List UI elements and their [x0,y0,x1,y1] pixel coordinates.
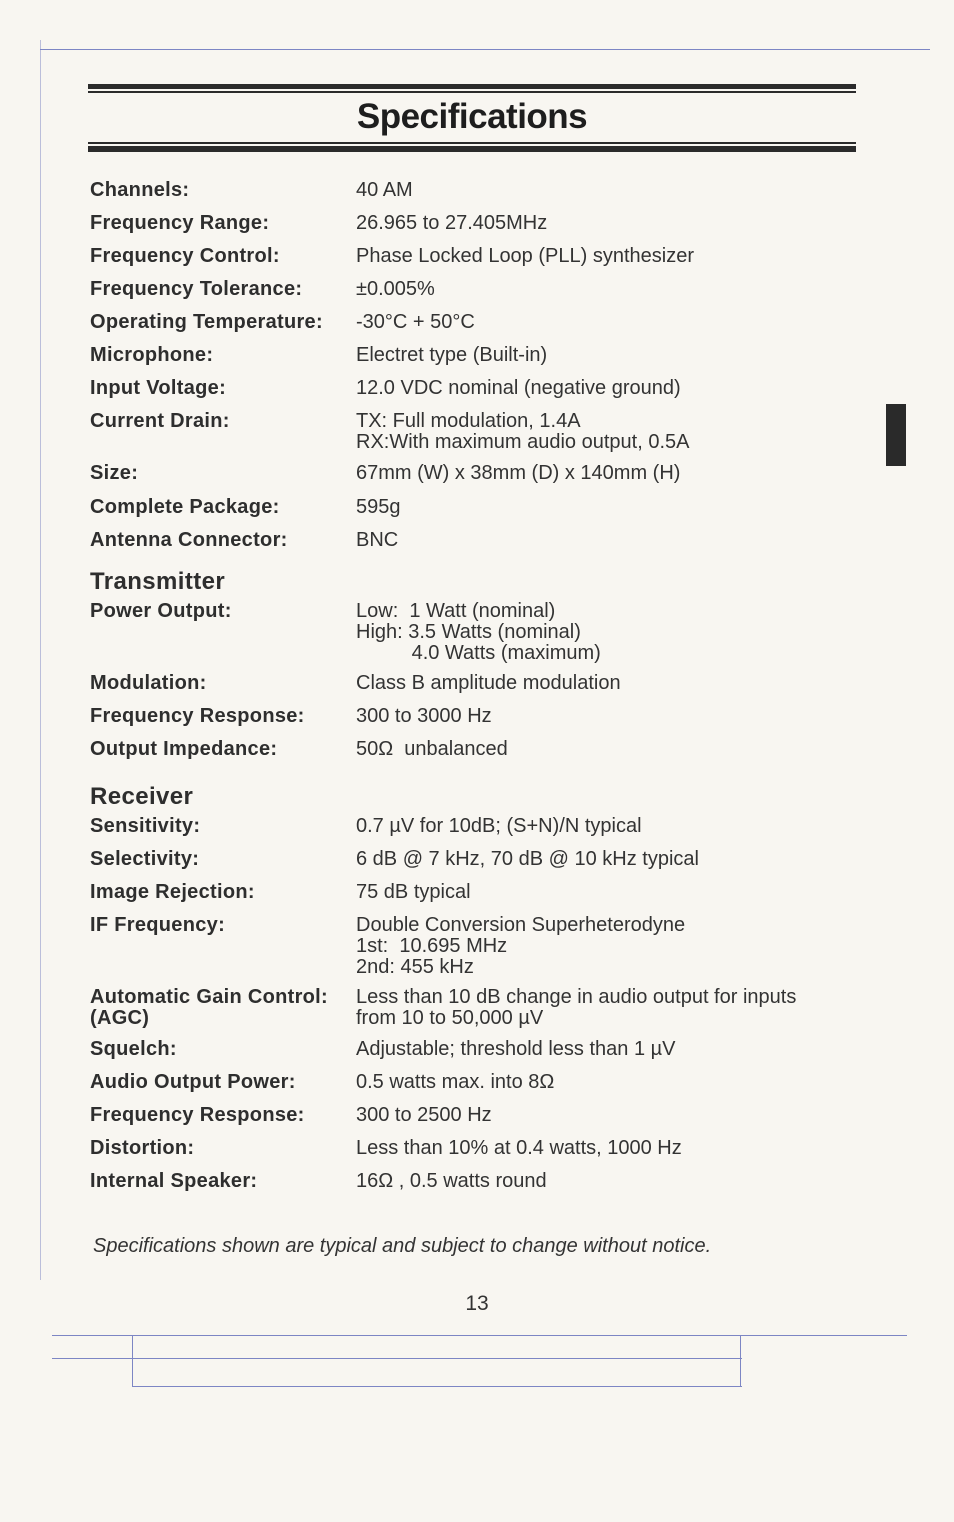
spec-list [90,180,860,1204]
scan-guide-line [40,40,41,1280]
spec-row [90,816,860,849]
spec-label: Channels: [90,179,190,201]
title-rule-bottom [88,146,856,152]
title-rule-bottom-thin [88,142,856,144]
spec-label: Automatic Gain Control: (AGC) [90,986,329,1029]
spec-label: Frequency Range: [90,212,270,234]
spec-value: -30°C + 50°C [356,311,475,333]
spec-label: Audio Output Power: [90,1071,296,1093]
spec-row [90,706,860,739]
spec-value: Phase Locked Loop (PLL) synthesizer [356,245,694,267]
spec-row [90,463,860,497]
spec-label: Power Output: [90,600,232,622]
spec-label: Image Rejection: [90,881,255,903]
spec-row [90,1105,860,1138]
spec-value: BNC [356,529,399,551]
scan-guide-line [132,1335,133,1387]
spec-row [90,739,860,772]
page-title: Specifications [356,97,588,136]
spec-label: Frequency Response: [90,705,305,727]
spec-label: Distortion: [90,1137,195,1159]
spec-value: 300 to 3000 Hz [356,705,492,727]
spec-row [90,411,860,463]
spec-value: 75 dB typical [356,881,471,903]
spec-label: Frequency Tolerance: [90,278,303,300]
spec-label: Operating Temperature: [90,311,323,333]
spec-row [90,345,860,378]
spec-row [90,279,860,312]
spec-row [90,246,860,279]
disclaimer-note: Specifications shown are typical and subject to change without notice. [93,1235,712,1257]
spec-value: 595g [356,496,401,518]
scan-guide-line [52,1358,742,1359]
spec-row [90,1138,860,1171]
spec-row [90,312,860,345]
spec-value: 67mm (W) x 38mm (D) x 140mm (H) [356,462,681,484]
spec-label: Microphone: [90,344,214,366]
spec-value: Class B amplitude modulation [356,672,621,694]
spec-value: 6 dB @ 7 kHz, 70 dB @ 10 kHz typical [356,848,699,870]
spec-label: Selectivity: [90,848,200,870]
spec-value: 16Ω , 0.5 watts round [356,1170,547,1192]
spec-label: Squelch: [90,1038,177,1060]
spec-row [90,497,860,530]
scan-guide-line [132,1386,742,1387]
spec-row [90,1039,860,1072]
spec-label: Current Drain: [90,410,230,432]
spec-value: TX: Full modulation, 1.4A RX:With maximum audio output, 0.5A [356,410,690,453]
thumb-tab-marker [886,404,906,466]
spec-value: ±0.005% [356,278,435,300]
page-number: 13 [465,1292,489,1315]
title-rule-top [88,84,856,89]
scan-guide-line [740,1335,741,1387]
spec-label: Input Voltage: [90,377,227,399]
spec-row [90,1072,860,1105]
spec-row [90,882,860,915]
spec-value: 0.7 µV for 10dB; (S+N)/N typical [356,815,642,837]
title-rule-top-thin [88,91,856,93]
spec-value: Electret type (Built-in) [356,344,548,366]
spec-value: 12.0 VDC nominal (negative ground) [356,377,681,399]
spec-label: Sensitivity: [90,815,201,837]
spec-value: Adjustable; threshold less than 1 µV [356,1038,676,1060]
scan-guide-line [52,1335,907,1336]
spec-label: Size: [90,462,139,484]
spec-value: 50Ω unbalanced [356,738,508,760]
spec-value: Less than 10% at 0.4 watts, 1000 Hz [356,1137,682,1159]
scan-guide-line [40,49,930,50]
spec-row [90,530,860,563]
spec-row [90,849,860,882]
spec-value: Low: 1 Watt (nominal) High: 3.5 Watts (nominal) 4.0 Watts (maximum) [356,600,601,664]
spec-row [90,987,860,1039]
spec-row [90,673,860,706]
spec-label: Internal Speaker: [90,1170,258,1192]
spec-value: 300 to 2500 Hz [356,1104,492,1126]
section-heading-receiver: Receiver [90,783,194,810]
spec-label: IF Frequency: [90,914,226,936]
spec-value: Less than 10 dB change in audio output for inputs from 10 to 50,000 µV [356,986,797,1029]
spec-label: Frequency Control: [90,245,280,267]
spec-value: Double Conversion Superheterodyne 1st: 10.695 MHz 2nd: 455 kHz [356,914,686,978]
spec-value: 40 AM [356,179,413,201]
spec-label: Complete Package: [90,496,280,518]
spec-value: 26.965 to 27.405MHz [356,212,548,234]
spec-row [90,601,860,673]
spec-row [90,213,860,246]
spec-label: Frequency Response: [90,1104,305,1126]
spec-row [90,1171,860,1204]
spec-label: Output Impedance: [90,738,278,760]
spec-value: 0.5 watts max. into 8Ω [356,1071,555,1093]
section-heading-transmitter: Transmitter [90,568,226,595]
spec-label: Modulation: [90,672,207,694]
spec-row [90,378,860,411]
spec-row [90,180,860,213]
spec-label: Antenna Connector: [90,529,288,551]
spec-row [90,915,860,987]
